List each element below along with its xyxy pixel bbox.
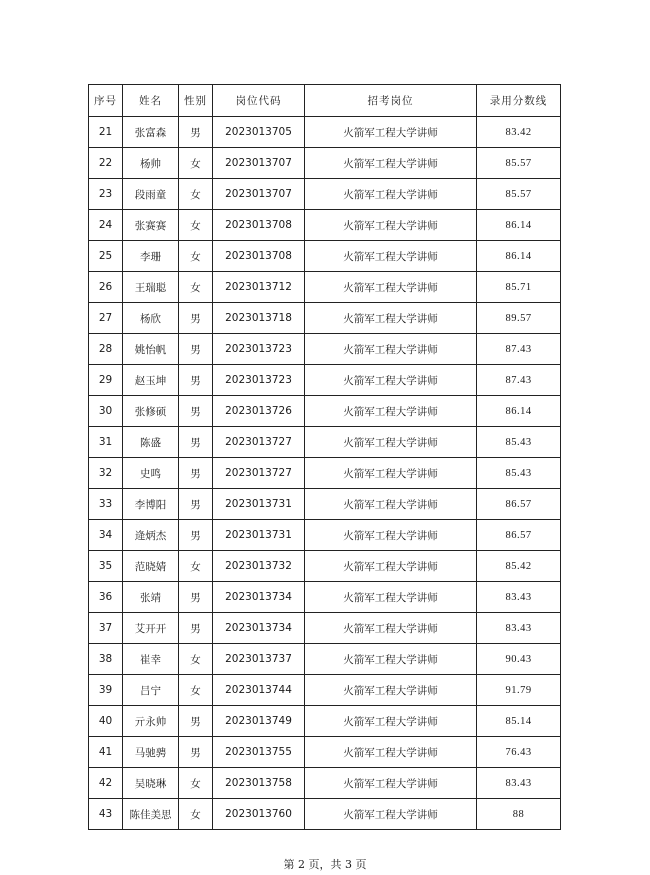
cell-index: 24 (89, 210, 123, 241)
cell-position: 火箭军工程大学讲师 (305, 799, 477, 830)
cell-position-code: 2023013758 (213, 768, 305, 799)
cell-gender: 女 (179, 179, 213, 210)
cell-name: 艾开开 (123, 613, 179, 644)
cell-gender: 女 (179, 768, 213, 799)
cell-name: 张赛赛 (123, 210, 179, 241)
cell-position-code: 2023013723 (213, 365, 305, 396)
cell-position: 火箭军工程大学讲师 (305, 582, 477, 613)
cell-gender: 男 (179, 737, 213, 768)
table-body (89, 117, 561, 830)
cell-gender: 女 (179, 241, 213, 272)
table-row (89, 117, 561, 148)
cell-name: 赵玉坤 (123, 365, 179, 396)
cell-name: 段雨童 (123, 179, 179, 210)
cell-gender: 女 (179, 210, 213, 241)
cell-index: 23 (89, 179, 123, 210)
header-gender: 性别 (179, 85, 213, 117)
cell-name: 马驰骋 (123, 737, 179, 768)
cell-position-code: 2023013731 (213, 489, 305, 520)
cell-position-code: 2023013708 (213, 241, 305, 272)
cell-position: 火箭军工程大学讲师 (305, 179, 477, 210)
cell-score: 89.57 (477, 303, 561, 334)
cell-index: 25 (89, 241, 123, 272)
cell-gender: 女 (179, 644, 213, 675)
header-position: 招考岗位 (305, 85, 477, 117)
cell-score: 83.42 (477, 117, 561, 148)
table-row (89, 799, 561, 830)
header-score: 录用分数线 (477, 85, 561, 117)
table-row (89, 241, 561, 272)
cell-score: 87.43 (477, 365, 561, 396)
cell-index: 40 (89, 706, 123, 737)
page-number: 第 2 页，共 3 页 (283, 858, 367, 871)
cell-name: 史鸣 (123, 458, 179, 489)
cell-index: 21 (89, 117, 123, 148)
cell-name: 吕宁 (123, 675, 179, 706)
header-name: 姓名 (123, 85, 179, 117)
cell-position-code: 2023013734 (213, 582, 305, 613)
header-row (89, 85, 561, 117)
table-row (89, 613, 561, 644)
cell-position: 火箭军工程大学讲师 (305, 675, 477, 706)
cell-position: 火箭军工程大学讲师 (305, 117, 477, 148)
cell-index: 33 (89, 489, 123, 520)
cell-position-code: 2023013705 (213, 117, 305, 148)
cell-position: 火箭军工程大学讲师 (305, 241, 477, 272)
cell-index: 41 (89, 737, 123, 768)
cell-position-code: 2023013734 (213, 613, 305, 644)
cell-position-code: 2023013726 (213, 396, 305, 427)
cell-name: 李珊 (123, 241, 179, 272)
table-row (89, 644, 561, 675)
cell-position: 火箭军工程大学讲师 (305, 613, 477, 644)
cell-position-code: 2023013760 (213, 799, 305, 830)
cell-gender: 女 (179, 148, 213, 179)
cell-position: 火箭军工程大学讲师 (305, 396, 477, 427)
cell-position-code: 2023013732 (213, 551, 305, 582)
cell-index: 22 (89, 148, 123, 179)
cell-gender: 女 (179, 272, 213, 303)
cell-name: 范晓婧 (123, 551, 179, 582)
cell-score: 83.43 (477, 613, 561, 644)
cell-gender: 女 (179, 675, 213, 706)
cell-position: 火箭军工程大学讲师 (305, 272, 477, 303)
table-row (89, 489, 561, 520)
header-position-code: 岗位代码 (213, 85, 305, 117)
cell-position: 火箭军工程大学讲师 (305, 520, 477, 551)
cell-index: 27 (89, 303, 123, 334)
cell-score: 86.14 (477, 210, 561, 241)
table-row (89, 210, 561, 241)
cell-index: 31 (89, 427, 123, 458)
cell-score: 87.43 (477, 334, 561, 365)
cell-index: 28 (89, 334, 123, 365)
cell-gender: 男 (179, 396, 213, 427)
cell-position-code: 2023013712 (213, 272, 305, 303)
table-row (89, 675, 561, 706)
cell-score: 85.43 (477, 427, 561, 458)
cell-name: 陈佳美思 (123, 799, 179, 830)
admission-score-table (88, 84, 561, 830)
cell-gender: 男 (179, 365, 213, 396)
table-row (89, 272, 561, 303)
cell-index: 36 (89, 582, 123, 613)
cell-score: 91.79 (477, 675, 561, 706)
cell-position-code: 2023013707 (213, 179, 305, 210)
cell-position-code: 2023013737 (213, 644, 305, 675)
cell-position: 火箭军工程大学讲师 (305, 458, 477, 489)
cell-score: 86.14 (477, 241, 561, 272)
table-header (89, 85, 561, 117)
cell-gender: 男 (179, 520, 213, 551)
cell-gender: 男 (179, 582, 213, 613)
cell-name: 亓永帅 (123, 706, 179, 737)
cell-gender: 女 (179, 551, 213, 582)
table-row (89, 768, 561, 799)
cell-score: 85.14 (477, 706, 561, 737)
cell-name: 吴晓琳 (123, 768, 179, 799)
cell-index: 37 (89, 613, 123, 644)
cell-index: 42 (89, 768, 123, 799)
cell-position: 火箭军工程大学讲师 (305, 768, 477, 799)
table-row (89, 303, 561, 334)
cell-index: 38 (89, 644, 123, 675)
table-row (89, 396, 561, 427)
cell-score: 90.43 (477, 644, 561, 675)
cell-position-code: 2023013723 (213, 334, 305, 365)
cell-score: 83.43 (477, 582, 561, 613)
cell-position-code: 2023013707 (213, 148, 305, 179)
cell-index: 39 (89, 675, 123, 706)
cell-name: 张修硕 (123, 396, 179, 427)
cell-position-code: 2023013744 (213, 675, 305, 706)
cell-name: 崔幸 (123, 644, 179, 675)
table-row (89, 148, 561, 179)
cell-score: 85.57 (477, 179, 561, 210)
cell-position-code: 2023013727 (213, 458, 305, 489)
cell-score: 85.42 (477, 551, 561, 582)
cell-index: 32 (89, 458, 123, 489)
cell-gender: 男 (179, 489, 213, 520)
cell-name: 陈盛 (123, 427, 179, 458)
cell-position: 火箭军工程大学讲师 (305, 303, 477, 334)
table-row (89, 179, 561, 210)
cell-gender: 男 (179, 706, 213, 737)
cell-index: 34 (89, 520, 123, 551)
cell-position-code: 2023013718 (213, 303, 305, 334)
cell-score: 86.57 (477, 489, 561, 520)
table-row (89, 551, 561, 582)
cell-position: 火箭军工程大学讲师 (305, 737, 477, 768)
cell-position-code: 2023013708 (213, 210, 305, 241)
table-row (89, 737, 561, 768)
cell-name: 杨欣 (123, 303, 179, 334)
table-row (89, 334, 561, 365)
cell-gender: 女 (179, 799, 213, 830)
cell-name: 李博阳 (123, 489, 179, 520)
cell-score: 76.43 (477, 737, 561, 768)
table-row (89, 520, 561, 551)
cell-position-code: 2023013731 (213, 520, 305, 551)
cell-position-code: 2023013749 (213, 706, 305, 737)
cell-name: 张富森 (123, 117, 179, 148)
cell-position: 火箭军工程大学讲师 (305, 427, 477, 458)
cell-position: 火箭军工程大学讲师 (305, 644, 477, 675)
cell-score: 86.57 (477, 520, 561, 551)
cell-index: 30 (89, 396, 123, 427)
cell-position: 火箭军工程大学讲师 (305, 148, 477, 179)
cell-position: 火箭军工程大学讲师 (305, 551, 477, 582)
cell-position: 火箭军工程大学讲师 (305, 334, 477, 365)
table-row (89, 706, 561, 737)
cell-index: 43 (89, 799, 123, 830)
cell-name: 张靖 (123, 582, 179, 613)
cell-gender: 男 (179, 427, 213, 458)
table-row (89, 365, 561, 396)
table-row (89, 427, 561, 458)
cell-index: 35 (89, 551, 123, 582)
cell-position: 火箭军工程大学讲师 (305, 489, 477, 520)
cell-score: 85.43 (477, 458, 561, 489)
cell-name: 逄炳杰 (123, 520, 179, 551)
cell-score: 83.43 (477, 768, 561, 799)
cell-index: 29 (89, 365, 123, 396)
cell-position: 火箭军工程大学讲师 (305, 706, 477, 737)
cell-score: 85.71 (477, 272, 561, 303)
cell-name: 王瑞聪 (123, 272, 179, 303)
cell-index: 26 (89, 272, 123, 303)
cell-gender: 男 (179, 458, 213, 489)
cell-gender: 男 (179, 303, 213, 334)
cell-gender: 男 (179, 117, 213, 148)
cell-score: 88 (477, 799, 561, 830)
table-row (89, 458, 561, 489)
cell-gender: 男 (179, 334, 213, 365)
table-row (89, 582, 561, 613)
cell-position: 火箭军工程大学讲师 (305, 365, 477, 396)
cell-name: 杨帅 (123, 148, 179, 179)
cell-name: 姚怡帆 (123, 334, 179, 365)
cell-score: 85.57 (477, 148, 561, 179)
cell-position-code: 2023013755 (213, 737, 305, 768)
cell-gender: 男 (179, 613, 213, 644)
cell-position: 火箭军工程大学讲师 (305, 210, 477, 241)
cell-position-code: 2023013727 (213, 427, 305, 458)
header-index: 序号 (89, 85, 123, 117)
cell-score: 86.14 (477, 396, 561, 427)
